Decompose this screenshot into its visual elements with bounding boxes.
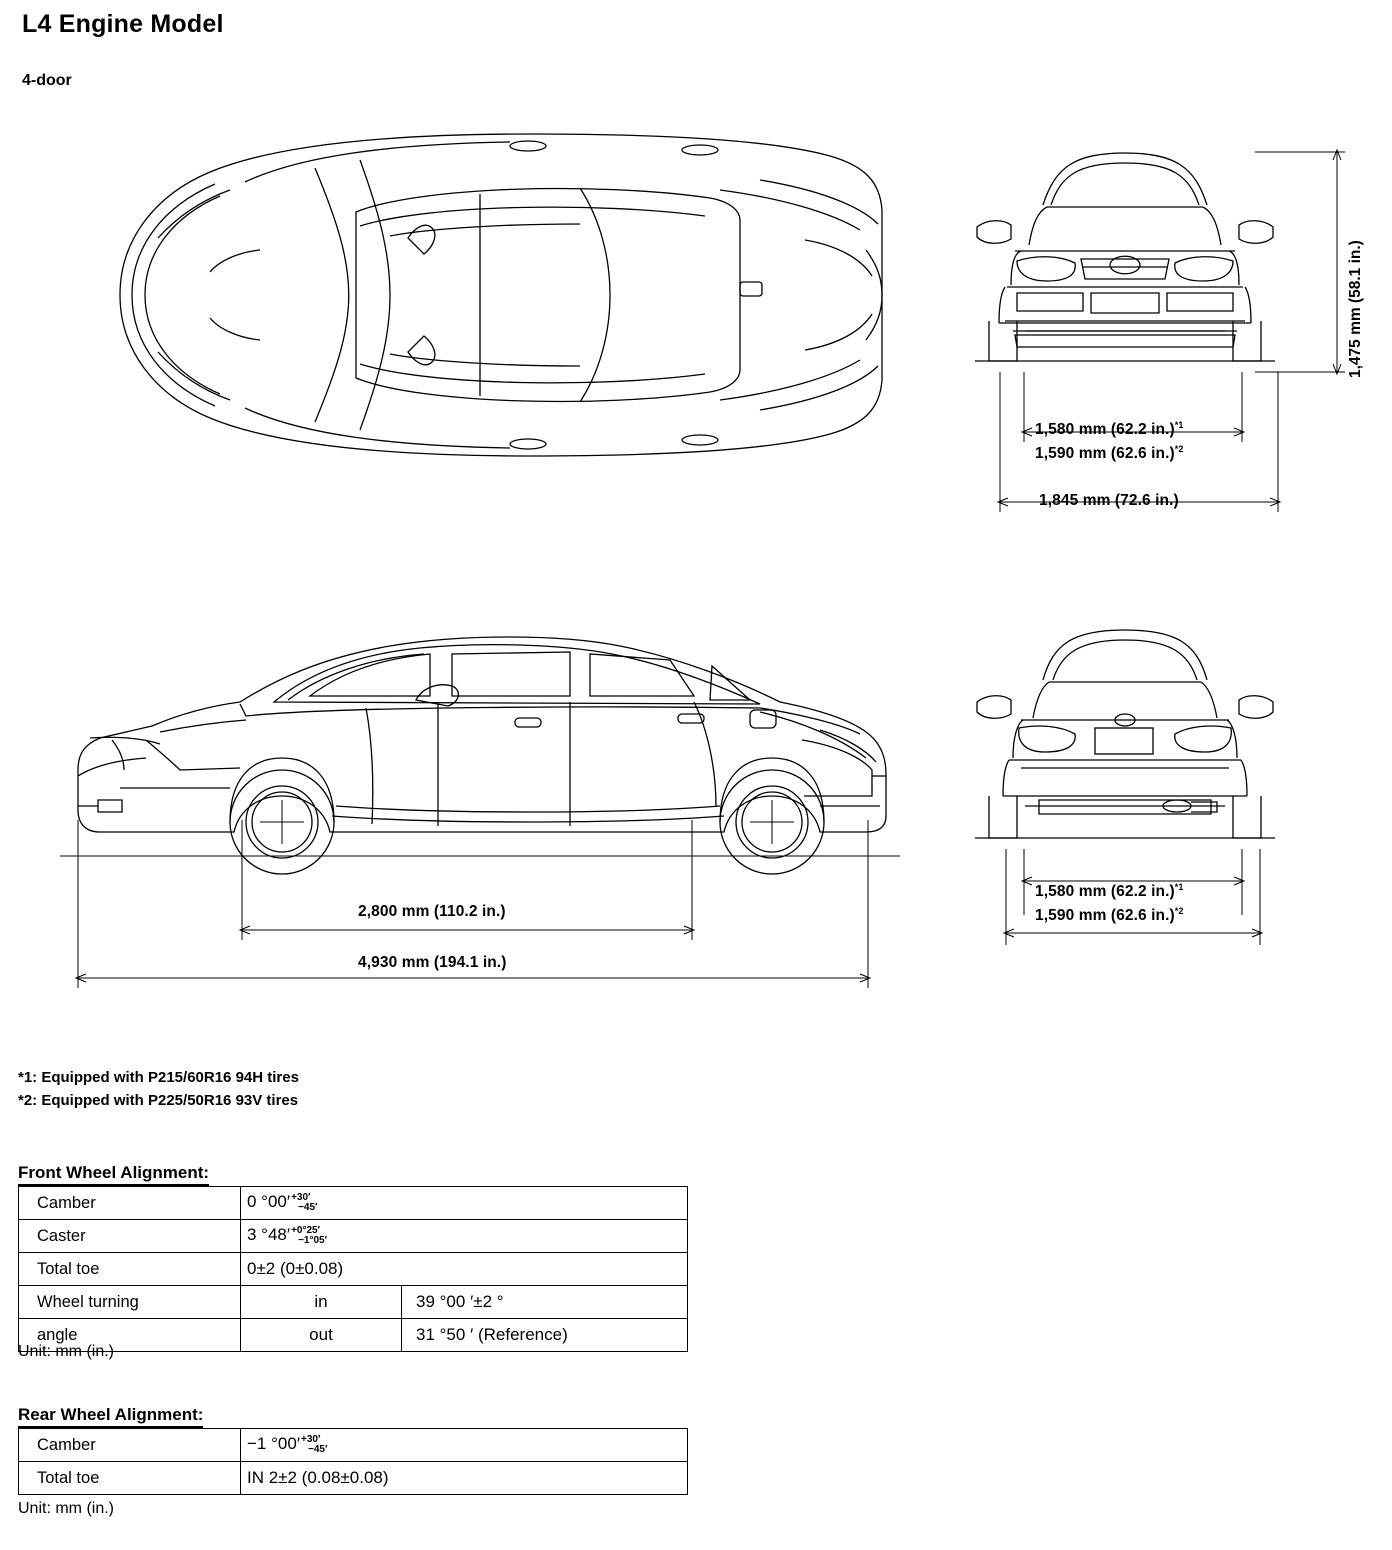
rear-camber-tol-upper: +30′ — [301, 1433, 321, 1445]
overall-length-dimension: 4,930 mm (194.1 in.) — [358, 954, 507, 971]
front-view-dimension-lines — [990, 140, 1370, 540]
table-row — [19, 1462, 688, 1495]
front-track-dimension-1: 1,580 mm (62.2 in.)$^{*1}$ — [1035, 420, 1184, 439]
rear-camber-label: Camber — [19, 1429, 241, 1462]
body-style-label: 4-door — [22, 72, 72, 89]
front-camber-number: 0 °00 — [247, 1192, 287, 1212]
wheel-turning-angle-label: angle — [19, 1319, 241, 1352]
wheel-turning-label: Wheel turning — [19, 1286, 241, 1319]
table-row — [19, 1286, 688, 1319]
wheel-turning-in-value: 39 °00 ′±2 ° — [402, 1286, 688, 1319]
front-caster-tol-upper: +0°25′ — [291, 1224, 320, 1236]
wheel-turning-out-value: 31 °50 ′ (Reference) — [402, 1319, 688, 1352]
front-camber-tick: ′ — [286, 1192, 291, 1212]
footnote-2: *2: Equipped with P225/50R16 93V tires — [18, 1092, 299, 1109]
wheelbase-dimension: 2,800 mm (110.2 in.) — [358, 903, 506, 920]
rear-view-dimension-lines — [990, 615, 1370, 955]
rear-track-dimension-1: 1,580 mm (62.2 in.)$^{*1}$ — [1035, 882, 1184, 901]
car-top-view — [60, 120, 900, 470]
wheel-turning-out-label: out — [241, 1319, 402, 1352]
rear-alignment-heading: Rear Wheel Alignment: — [18, 1405, 203, 1428]
front-total-toe-label: Total toe — [19, 1253, 241, 1286]
overall-width-dimension: 1,845 mm (72.6 in.) — [1039, 492, 1179, 509]
table-row — [19, 1319, 688, 1352]
front-alignment-unit: Unit: mm (in.) — [18, 1343, 114, 1360]
front-camber-tol-upper: +30′ — [291, 1191, 311, 1203]
rear-alignment-table — [18, 1428, 688, 1495]
front-caster-tol-lower: −1°05′ — [298, 1235, 327, 1246]
front-camber-value — [241, 1187, 688, 1220]
rear-camber-number: −1 °00 — [247, 1434, 297, 1454]
table-row — [19, 1253, 688, 1286]
rear-alignment-unit: Unit: mm (in.) — [18, 1500, 114, 1517]
front-caster-value — [241, 1220, 688, 1253]
front-total-toe-value: 0±2 (0±0.08) — [241, 1253, 688, 1286]
table-row — [19, 1220, 688, 1253]
table-row — [19, 1429, 688, 1462]
front-caster-label: Caster — [19, 1220, 241, 1253]
rear-camber-value — [241, 1429, 688, 1462]
front-alignment-heading: Front Wheel Alignment: — [18, 1163, 209, 1186]
front-track-dimension-2: 1,590 mm (62.6 in.)$^{*2}$ — [1035, 444, 1184, 463]
rear-total-toe-value: IN 2±2 (0.08±0.08) — [241, 1462, 688, 1495]
front-caster-tick: ′ — [286, 1225, 291, 1245]
wheel-turning-in-label: in — [241, 1286, 402, 1319]
rear-camber-tol-lower: −45′ — [308, 1444, 328, 1455]
front-camber-label: Camber — [19, 1187, 241, 1220]
footnote-1: *1: Equipped with P215/60R16 94H tires — [18, 1069, 299, 1086]
page-title: L4 Engine Model — [22, 10, 224, 38]
rear-track-dimension-2: 1,590 mm (62.6 in.)$^{*2}$ — [1035, 906, 1184, 925]
front-alignment-table — [18, 1186, 688, 1352]
height-dimension-label: 1,475 mm (58.1 in.) — [1347, 240, 1364, 378]
front-camber-tol-lower: −45′ — [298, 1202, 318, 1213]
front-caster-number: 3 °48 — [247, 1225, 287, 1245]
table-row — [19, 1187, 688, 1220]
rear-total-toe-label: Total toe — [19, 1462, 241, 1495]
rear-camber-tick: ′ — [296, 1434, 301, 1454]
